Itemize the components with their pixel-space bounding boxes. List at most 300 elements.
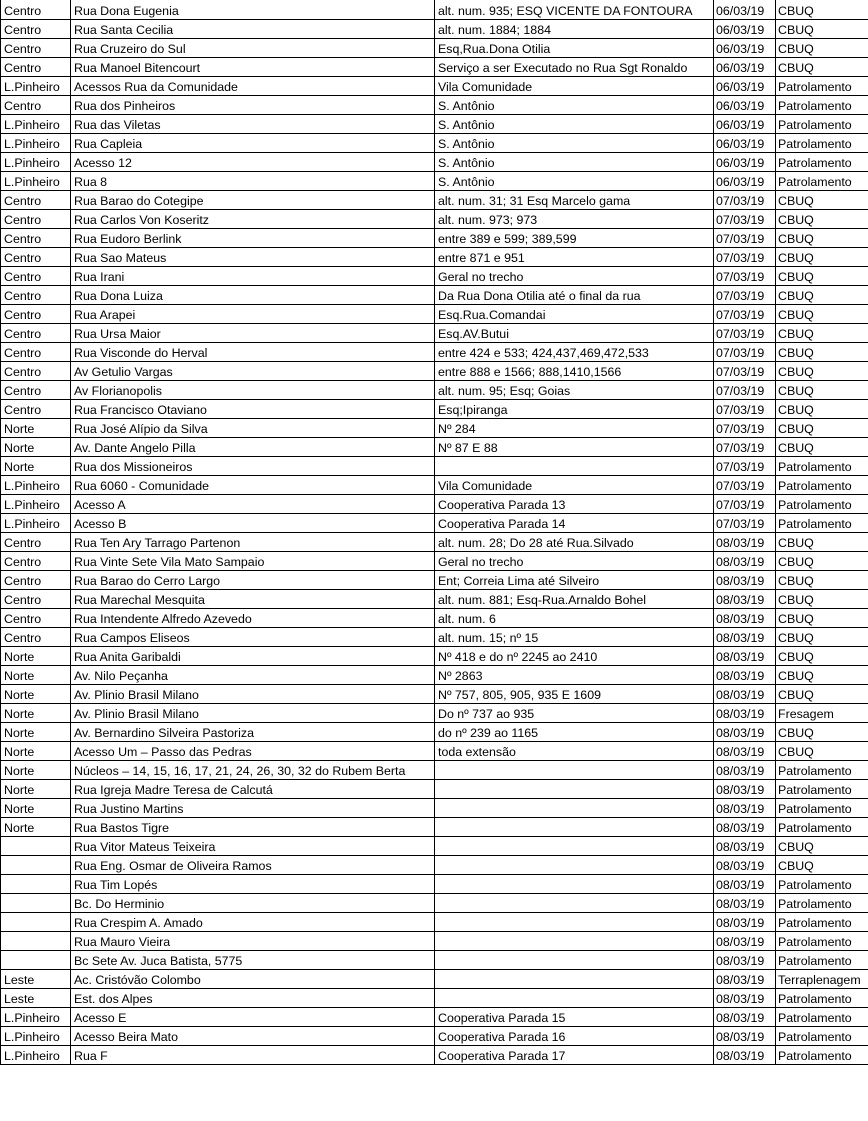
region-cell[interactable]: L.Pinheiro [1, 494, 71, 513]
date-cell[interactable]: 06/03/19 [714, 38, 776, 57]
reference-cell[interactable]: Vila Comunidade [435, 475, 714, 494]
reference-cell[interactable]: Geral no trecho [435, 551, 714, 570]
reference-cell[interactable]: Geral no trecho [435, 266, 714, 285]
reference-cell[interactable]: alt. num. 95; Esq; Goias [435, 380, 714, 399]
street-cell[interactable]: Rua Marechal Mesquita [71, 589, 435, 608]
date-cell[interactable]: 07/03/19 [714, 190, 776, 209]
reference-cell[interactable]: toda extensão [435, 741, 714, 760]
street-cell[interactable]: Acesso E [71, 1007, 435, 1026]
street-cell[interactable]: Rua Igreja Madre Teresa de Calcutá [71, 779, 435, 798]
street-cell[interactable]: Est. dos Alpes [71, 988, 435, 1007]
region-cell[interactable]: Norte [1, 722, 71, 741]
region-cell[interactable]: Centro [1, 551, 71, 570]
street-cell[interactable]: Rua das Viletas [71, 114, 435, 133]
street-cell[interactable]: Av. Bernardino Silveira Pastoriza [71, 722, 435, 741]
region-cell[interactable] [1, 950, 71, 969]
street-cell[interactable]: Av. Plinio Brasil Milano [71, 703, 435, 722]
service-cell[interactable]: Patrolamento [776, 513, 868, 532]
reference-cell[interactable]: Esq;Ipiranga [435, 399, 714, 418]
service-cell[interactable]: CBUQ [776, 836, 868, 855]
table-row [1, 722, 868, 741]
table-row [1, 1045, 868, 1064]
region-cell[interactable]: Centro [1, 228, 71, 247]
region-cell[interactable]: Centro [1, 304, 71, 323]
service-cell[interactable]: Patrolamento [776, 76, 868, 95]
street-cell[interactable]: Rua Manoel Bitencourt [71, 57, 435, 76]
service-cell[interactable]: CBUQ [776, 855, 868, 874]
reference-cell[interactable] [435, 874, 714, 893]
service-cell[interactable]: CBUQ [776, 551, 868, 570]
street-cell[interactable]: Acesso B [71, 513, 435, 532]
service-cell[interactable]: CBUQ [776, 684, 868, 703]
date-cell[interactable]: 07/03/19 [714, 323, 776, 342]
street-cell[interactable]: Rua Tim Lopés [71, 874, 435, 893]
street-cell[interactable]: Rua Eudoro Berlink [71, 228, 435, 247]
date-cell[interactable]: 08/03/19 [714, 703, 776, 722]
date-cell[interactable]: 07/03/19 [714, 399, 776, 418]
service-cell[interactable]: Terraplenagem [776, 969, 868, 988]
date-cell[interactable]: 08/03/19 [714, 874, 776, 893]
street-cell[interactable]: Acesso A [71, 494, 435, 513]
street-cell[interactable]: Rua dos Pinheiros [71, 95, 435, 114]
street-cell[interactable]: Av. Dante Angelo Pilla [71, 437, 435, 456]
table-row [1, 266, 868, 285]
street-cell[interactable]: Rua F [71, 1045, 435, 1064]
region-cell[interactable]: L.Pinheiro [1, 513, 71, 532]
service-cell[interactable]: CBUQ [776, 532, 868, 551]
region-cell[interactable]: Centro [1, 589, 71, 608]
region-cell[interactable]: Norte [1, 418, 71, 437]
date-cell[interactable]: 08/03/19 [714, 570, 776, 589]
street-cell[interactable]: Acesso Beira Mato [71, 1026, 435, 1045]
date-cell[interactable]: 08/03/19 [714, 817, 776, 836]
reference-cell[interactable] [435, 969, 714, 988]
service-cell[interactable]: CBUQ [776, 209, 868, 228]
table-row [1, 741, 868, 760]
region-cell[interactable]: Norte [1, 646, 71, 665]
table-row [1, 133, 868, 152]
date-cell[interactable]: 06/03/19 [714, 19, 776, 38]
date-cell[interactable]: 07/03/19 [714, 418, 776, 437]
service-cell[interactable]: CBUQ [776, 741, 868, 760]
reference-cell[interactable]: S. Antônio [435, 95, 714, 114]
service-cell[interactable]: Patrolamento [776, 133, 868, 152]
service-cell[interactable]: Patrolamento [776, 1007, 868, 1026]
date-cell[interactable]: 06/03/19 [714, 133, 776, 152]
date-cell[interactable]: 07/03/19 [714, 361, 776, 380]
date-cell[interactable]: 08/03/19 [714, 836, 776, 855]
region-cell[interactable]: Centro [1, 323, 71, 342]
date-cell[interactable]: 06/03/19 [714, 57, 776, 76]
date-cell[interactable]: 07/03/19 [714, 304, 776, 323]
region-cell[interactable]: L.Pinheiro [1, 1026, 71, 1045]
region-cell[interactable]: Centro [1, 190, 71, 209]
reference-cell[interactable]: S. Antônio [435, 152, 714, 171]
date-cell[interactable]: 06/03/19 [714, 171, 776, 190]
street-cell[interactable]: Rua Vitor Mateus Teixeira [71, 836, 435, 855]
date-cell[interactable]: 08/03/19 [714, 589, 776, 608]
service-cell[interactable]: Patrolamento [776, 494, 868, 513]
date-cell[interactable]: 08/03/19 [714, 893, 776, 912]
street-cell[interactable]: Av. Nilo Peçanha [71, 665, 435, 684]
reference-cell[interactable]: Ent; Correia Lima até Silveiro [435, 570, 714, 589]
reference-cell[interactable] [435, 950, 714, 969]
date-cell[interactable]: 08/03/19 [714, 855, 776, 874]
reference-cell[interactable]: alt. num. 6 [435, 608, 714, 627]
service-cell[interactable]: Patrolamento [776, 798, 868, 817]
region-cell[interactable]: Leste [1, 988, 71, 1007]
date-cell[interactable]: 08/03/19 [714, 608, 776, 627]
service-cell[interactable]: Patrolamento [776, 171, 868, 190]
street-cell[interactable]: Bc Sete Av. Juca Batista, 5775 [71, 950, 435, 969]
table-row [1, 95, 868, 114]
date-cell[interactable]: 06/03/19 [714, 76, 776, 95]
reference-cell[interactable] [435, 760, 714, 779]
region-cell[interactable]: L.Pinheiro [1, 171, 71, 190]
region-cell[interactable]: L.Pinheiro [1, 475, 71, 494]
region-cell[interactable]: Centro [1, 361, 71, 380]
street-cell[interactable]: Rua Capleia [71, 133, 435, 152]
street-cell[interactable]: Rua Santa Cecilia [71, 19, 435, 38]
service-cell[interactable]: CBUQ [776, 228, 868, 247]
service-cell[interactable]: CBUQ [776, 342, 868, 361]
reference-cell[interactable] [435, 817, 714, 836]
region-cell[interactable]: Centro [1, 380, 71, 399]
region-cell[interactable]: L.Pinheiro [1, 114, 71, 133]
table-row [1, 0, 868, 19]
service-cell[interactable]: CBUQ [776, 418, 868, 437]
service-cell[interactable]: CBUQ [776, 323, 868, 342]
region-cell[interactable]: L.Pinheiro [1, 1045, 71, 1064]
region-cell[interactable] [1, 855, 71, 874]
date-cell[interactable]: 08/03/19 [714, 950, 776, 969]
reference-cell[interactable]: Cooperativa Parada 17 [435, 1045, 714, 1064]
date-cell[interactable]: 08/03/19 [714, 760, 776, 779]
service-cell[interactable]: Patrolamento [776, 760, 868, 779]
region-cell[interactable]: Centro [1, 209, 71, 228]
date-cell[interactable]: 08/03/19 [714, 798, 776, 817]
service-cell[interactable]: Patrolamento [776, 950, 868, 969]
service-cell[interactable]: CBUQ [776, 19, 868, 38]
service-cell[interactable]: CBUQ [776, 437, 868, 456]
table-row [1, 684, 868, 703]
table-row [1, 874, 868, 893]
region-cell[interactable]: Centro [1, 19, 71, 38]
table-row [1, 76, 868, 95]
street-cell[interactable]: Av. Plinio Brasil Milano [71, 684, 435, 703]
street-cell[interactable]: Rua Sao Mateus [71, 247, 435, 266]
street-cell[interactable]: Rua Justino Martins [71, 798, 435, 817]
street-cell[interactable]: Ac. Cristóvão Colombo [71, 969, 435, 988]
reference-cell[interactable]: Esq.Rua.Comandai [435, 304, 714, 323]
reference-cell[interactable]: Esq,Rua.Dona Otilia [435, 38, 714, 57]
street-cell[interactable]: Rua Mauro Vieira [71, 931, 435, 950]
street-cell[interactable]: Rua dos Missioneiros [71, 456, 435, 475]
service-cell[interactable]: CBUQ [776, 722, 868, 741]
service-cell[interactable]: Patrolamento [776, 988, 868, 1007]
service-cell[interactable]: Patrolamento [776, 1045, 868, 1064]
street-cell[interactable]: Rua Vinte Sete Vila Mato Sampaio [71, 551, 435, 570]
region-cell[interactable]: Centro [1, 95, 71, 114]
street-cell[interactable]: Av Getulio Vargas [71, 361, 435, 380]
service-cell[interactable]: CBUQ [776, 399, 868, 418]
street-cell[interactable]: Núcleos – 14, 15, 16, 17, 21, 24, 26, 30, 32 do Rubem Berta [71, 760, 435, 779]
date-cell[interactable]: 06/03/19 [714, 152, 776, 171]
reference-cell[interactable]: alt. num. 881; Esq-Rua.Arnaldo Bohel [435, 589, 714, 608]
table-row [1, 608, 868, 627]
date-cell[interactable]: 07/03/19 [714, 437, 776, 456]
service-cell[interactable]: CBUQ [776, 665, 868, 684]
date-cell[interactable]: 08/03/19 [714, 532, 776, 551]
street-cell[interactable]: Acesso Um – Passo das Pedras [71, 741, 435, 760]
service-cell[interactable]: CBUQ [776, 608, 868, 627]
region-cell[interactable] [1, 874, 71, 893]
table-row [1, 285, 868, 304]
service-cell[interactable]: Patrolamento [776, 1026, 868, 1045]
reference-cell[interactable] [435, 456, 714, 475]
date-cell[interactable]: 08/03/19 [714, 969, 776, 988]
region-cell[interactable]: Leste [1, 969, 71, 988]
street-cell[interactable]: Bc. Do Herminio [71, 893, 435, 912]
service-cell[interactable]: CBUQ [776, 38, 868, 57]
reference-cell[interactable] [435, 798, 714, 817]
reference-cell[interactable]: entre 871 e 951 [435, 247, 714, 266]
service-cell[interactable]: CBUQ [776, 304, 868, 323]
date-cell[interactable]: 07/03/19 [714, 456, 776, 475]
table-row [1, 760, 868, 779]
reference-cell[interactable] [435, 779, 714, 798]
reference-cell[interactable]: Cooperativa Parada 16 [435, 1026, 714, 1045]
date-cell[interactable]: 07/03/19 [714, 228, 776, 247]
service-cell[interactable]: Patrolamento [776, 912, 868, 931]
street-cell[interactable]: Rua Dona Luiza [71, 285, 435, 304]
service-cell[interactable]: Patrolamento [776, 475, 868, 494]
date-cell[interactable]: 07/03/19 [714, 209, 776, 228]
street-cell[interactable]: Rua Irani [71, 266, 435, 285]
service-cell[interactable]: CBUQ [776, 361, 868, 380]
region-cell[interactable]: Centro [1, 285, 71, 304]
reference-cell[interactable]: Vila Comunidade [435, 76, 714, 95]
street-cell[interactable]: Rua José Alípio da Silva [71, 418, 435, 437]
table-row [1, 817, 868, 836]
region-cell[interactable]: Norte [1, 437, 71, 456]
street-cell[interactable]: Rua Arapei [71, 304, 435, 323]
street-cell[interactable]: Rua 6060 - Comunidade [71, 475, 435, 494]
date-cell[interactable]: 06/03/19 [714, 95, 776, 114]
region-cell[interactable] [1, 912, 71, 931]
street-cell[interactable]: Rua Barao do Cerro Largo [71, 570, 435, 589]
reference-cell[interactable]: Cooperativa Parada 15 [435, 1007, 714, 1026]
date-cell[interactable]: 06/03/19 [714, 114, 776, 133]
region-cell[interactable]: Norte [1, 760, 71, 779]
region-cell[interactable]: L.Pinheiro [1, 133, 71, 152]
date-cell[interactable]: 07/03/19 [714, 380, 776, 399]
table-row [1, 627, 868, 646]
table-row [1, 57, 868, 76]
date-cell[interactable]: 07/03/19 [714, 247, 776, 266]
region-cell[interactable]: Norte [1, 703, 71, 722]
reference-cell[interactable]: entre 389 e 599; 389,599 [435, 228, 714, 247]
reference-cell[interactable]: alt. num. 28; Do 28 até Rua.Silvado [435, 532, 714, 551]
reference-cell[interactable]: Nº 418 e do nº 2245 ao 2410 [435, 646, 714, 665]
street-cell[interactable]: Rua Ursa Maior [71, 323, 435, 342]
reference-cell[interactable] [435, 836, 714, 855]
reference-cell[interactable] [435, 855, 714, 874]
service-cell[interactable]: Patrolamento [776, 779, 868, 798]
reference-cell[interactable]: entre 424 e 533; 424,437,469,472,533 [435, 342, 714, 361]
service-cell[interactable]: CBUQ [776, 57, 868, 76]
date-cell[interactable]: 08/03/19 [714, 627, 776, 646]
region-cell[interactable]: Norte [1, 456, 71, 475]
date-cell[interactable]: 08/03/19 [714, 912, 776, 931]
date-cell[interactable]: 07/03/19 [714, 285, 776, 304]
date-cell[interactable]: 08/03/19 [714, 1045, 776, 1064]
date-cell[interactable]: 08/03/19 [714, 551, 776, 570]
region-cell[interactable]: L.Pinheiro [1, 152, 71, 171]
region-cell[interactable]: Centro [1, 532, 71, 551]
street-cell[interactable]: Rua Francisco Otaviano [71, 399, 435, 418]
service-cell[interactable]: CBUQ [776, 0, 868, 19]
street-cell[interactable]: Rua Dona Eugenia [71, 0, 435, 19]
reference-cell[interactable] [435, 893, 714, 912]
reference-cell[interactable]: Nº 757, 805, 905, 935 E 1609 [435, 684, 714, 703]
date-cell[interactable]: 08/03/19 [714, 779, 776, 798]
service-cell[interactable]: CBUQ [776, 570, 868, 589]
date-cell[interactable]: 08/03/19 [714, 741, 776, 760]
region-cell[interactable]: Norte [1, 741, 71, 760]
date-cell[interactable]: 08/03/19 [714, 1026, 776, 1045]
table-row [1, 836, 868, 855]
reference-cell[interactable]: alt. num. 31; 31 Esq Marcelo gama [435, 190, 714, 209]
street-cell[interactable]: Av Florianopolis [71, 380, 435, 399]
service-cell[interactable]: Patrolamento [776, 95, 868, 114]
region-cell[interactable]: Norte [1, 684, 71, 703]
reference-cell[interactable] [435, 988, 714, 1007]
service-cell[interactable]: CBUQ [776, 380, 868, 399]
street-cell[interactable]: Rua Campos Eliseos [71, 627, 435, 646]
date-cell[interactable]: 06/03/19 [714, 0, 776, 19]
service-cell[interactable]: CBUQ [776, 646, 868, 665]
reference-cell[interactable]: alt. num. 15; nº 15 [435, 627, 714, 646]
street-cell[interactable]: Rua Ten Ary Tarrago Partenon [71, 532, 435, 551]
service-cell[interactable]: Fresagem [776, 703, 868, 722]
service-cell[interactable]: CBUQ [776, 285, 868, 304]
reference-cell[interactable]: Esq.AV.Butui [435, 323, 714, 342]
region-cell[interactable]: L.Pinheiro [1, 76, 71, 95]
region-cell[interactable]: Centro [1, 399, 71, 418]
service-cell[interactable]: CBUQ [776, 266, 868, 285]
region-cell[interactable] [1, 931, 71, 950]
reference-cell[interactable]: alt. num. 973; 973 [435, 209, 714, 228]
reference-cell[interactable]: entre 888 e 1566; 888,1410,1566 [435, 361, 714, 380]
date-cell[interactable]: 08/03/19 [714, 646, 776, 665]
region-cell[interactable]: Norte [1, 665, 71, 684]
street-cell[interactable]: Rua Bastos Tigre [71, 817, 435, 836]
date-cell[interactable]: 07/03/19 [714, 342, 776, 361]
region-cell[interactable] [1, 836, 71, 855]
service-cell[interactable]: CBUQ [776, 627, 868, 646]
region-cell[interactable]: Centro [1, 38, 71, 57]
service-cell[interactable]: Patrolamento [776, 874, 868, 893]
service-cell[interactable]: Patrolamento [776, 152, 868, 171]
reference-cell[interactable]: Nº 2863 [435, 665, 714, 684]
service-cell[interactable]: CBUQ [776, 247, 868, 266]
region-cell[interactable]: Norte [1, 817, 71, 836]
table-row [1, 209, 868, 228]
street-cell[interactable]: Rua Intendente Alfredo Azevedo [71, 608, 435, 627]
region-cell[interactable]: Centro [1, 266, 71, 285]
reference-cell[interactable]: alt. num. 1884; 1884 [435, 19, 714, 38]
service-cell[interactable]: Patrolamento [776, 114, 868, 133]
date-cell[interactable]: 07/03/19 [714, 513, 776, 532]
region-cell[interactable] [1, 893, 71, 912]
service-cell[interactable]: Patrolamento [776, 893, 868, 912]
table-row [1, 1007, 868, 1026]
region-cell[interactable]: Norte [1, 798, 71, 817]
date-cell[interactable]: 07/03/19 [714, 266, 776, 285]
reference-cell[interactable]: S. Antônio [435, 114, 714, 133]
date-cell[interactable]: 08/03/19 [714, 931, 776, 950]
date-cell[interactable]: 08/03/19 [714, 1007, 776, 1026]
date-cell[interactable]: 08/03/19 [714, 665, 776, 684]
street-cell[interactable]: Rua Anita Garibaldi [71, 646, 435, 665]
region-cell[interactable]: Centro [1, 0, 71, 19]
region-cell[interactable]: Centro [1, 342, 71, 361]
street-cell[interactable]: Rua Carlos Von Koseritz [71, 209, 435, 228]
service-cell[interactable]: CBUQ [776, 589, 868, 608]
reference-cell[interactable]: Nº 284 [435, 418, 714, 437]
region-cell[interactable]: Centro [1, 57, 71, 76]
street-cell[interactable]: Acessos Rua da Comunidade [71, 76, 435, 95]
service-cell[interactable]: CBUQ [776, 190, 868, 209]
region-cell[interactable]: Centro [1, 570, 71, 589]
region-cell[interactable]: L.Pinheiro [1, 1007, 71, 1026]
reference-cell[interactable]: S. Antônio [435, 133, 714, 152]
reference-cell[interactable] [435, 931, 714, 950]
street-cell[interactable]: Rua Crespim A. Amado [71, 912, 435, 931]
region-cell[interactable]: Centro [1, 247, 71, 266]
reference-cell[interactable]: do nº 239 ao 1165 [435, 722, 714, 741]
date-cell[interactable]: 08/03/19 [714, 988, 776, 1007]
date-cell[interactable]: 07/03/19 [714, 475, 776, 494]
region-cell[interactable]: Centro [1, 608, 71, 627]
reference-cell[interactable] [435, 912, 714, 931]
region-cell[interactable]: Centro [1, 627, 71, 646]
reference-cell[interactable]: Cooperativa Parada 14 [435, 513, 714, 532]
date-cell[interactable]: 08/03/19 [714, 722, 776, 741]
reference-cell[interactable]: Do nº 737 ao 935 [435, 703, 714, 722]
street-cell[interactable]: Rua Cruzeiro do Sul [71, 38, 435, 57]
service-cell[interactable]: Patrolamento [776, 817, 868, 836]
date-cell[interactable]: 08/03/19 [714, 684, 776, 703]
table-row [1, 418, 868, 437]
street-cell[interactable]: Rua 8 [71, 171, 435, 190]
reference-cell[interactable]: alt. num. 935; ESQ VICENTE DA FONTOURA [435, 0, 714, 19]
reference-cell[interactable]: Cooperativa Parada 13 [435, 494, 714, 513]
reference-cell[interactable]: Serviço a ser Executado no Rua Sgt Ronaldo [435, 57, 714, 76]
street-cell[interactable]: Rua Eng. Osmar de Oliveira Ramos [71, 855, 435, 874]
street-cell[interactable]: Rua Barao do Cotegipe [71, 190, 435, 209]
reference-cell[interactable]: Nº 87 E 88 [435, 437, 714, 456]
service-cell[interactable]: Patrolamento [776, 456, 868, 475]
service-cell[interactable]: Patrolamento [776, 931, 868, 950]
reference-cell[interactable]: Da Rua Dona Otilia até o final da rua [435, 285, 714, 304]
region-cell[interactable]: Norte [1, 779, 71, 798]
reference-cell[interactable]: S. Antônio [435, 171, 714, 190]
date-cell[interactable]: 07/03/19 [714, 494, 776, 513]
street-cell[interactable]: Acesso 12 [71, 152, 435, 171]
street-cell[interactable]: Rua Visconde do Herval [71, 342, 435, 361]
